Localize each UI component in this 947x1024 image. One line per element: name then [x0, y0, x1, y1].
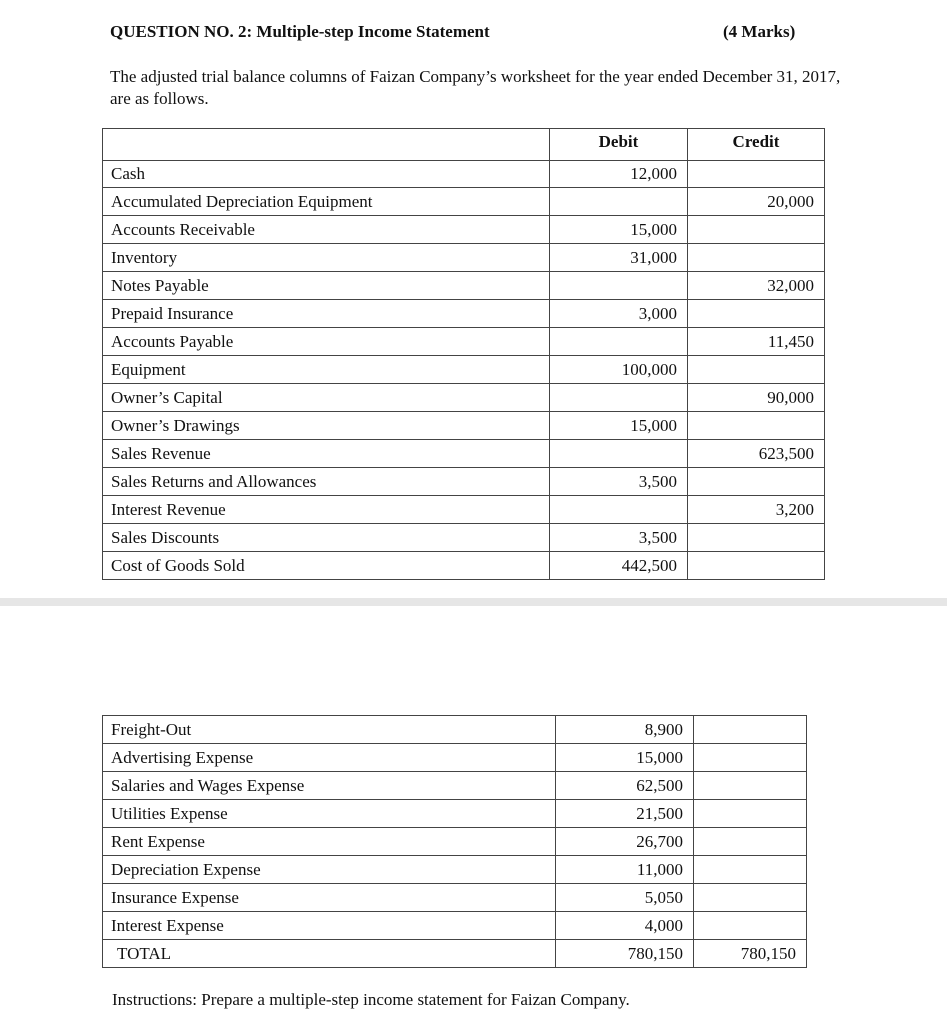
credit-amount-cell: 20,000 [688, 188, 825, 216]
credit-amount-cell: 90,000 [688, 384, 825, 412]
table-row [103, 161, 825, 188]
credit-header: Credit [688, 129, 825, 161]
debit-amount-cell [550, 328, 688, 356]
table-row [103, 188, 825, 216]
debit-amount-cell: 3,000 [550, 300, 688, 328]
debit-amount-cell [550, 384, 688, 412]
debit-amount-cell: 11,000 [556, 856, 694, 884]
credit-amount-cell [694, 716, 807, 744]
credit-amount-cell [688, 412, 825, 440]
debit-amount-cell: 442,500 [550, 552, 688, 580]
debit-amount-cell: 3,500 [550, 524, 688, 552]
credit-amount-cell [694, 828, 807, 856]
credit-amount-cell [688, 356, 825, 384]
table-row [103, 356, 825, 384]
credit-amount-cell: 11,450 [688, 328, 825, 356]
debit-amount-cell: 15,000 [550, 216, 688, 244]
table-row [103, 772, 807, 800]
credit-amount-cell [688, 244, 825, 272]
account-name-cell: Notes Payable [103, 272, 550, 300]
credit-amount-cell [688, 161, 825, 188]
debit-header: Debit [550, 129, 688, 161]
account-name-cell: Rent Expense [103, 828, 556, 856]
account-name-cell: Inventory [103, 244, 550, 272]
table-row [103, 496, 825, 524]
account-name-cell: Insurance Expense [103, 884, 556, 912]
account-name-cell: Salaries and Wages Expense [103, 772, 556, 800]
account-name-cell: Interest Revenue [103, 496, 550, 524]
table-row [103, 744, 807, 772]
table-row [103, 912, 807, 940]
table-row [103, 440, 825, 468]
credit-amount-cell [688, 216, 825, 244]
debit-amount-cell: 4,000 [556, 912, 694, 940]
credit-amount-cell [694, 744, 807, 772]
account-name-cell: Sales Discounts [103, 524, 550, 552]
debit-amount-cell: 62,500 [556, 772, 694, 800]
credit-amount-cell [688, 300, 825, 328]
table-row [103, 272, 825, 300]
account-name-cell: Accumulated Depreciation Equipment [103, 188, 550, 216]
debit-amount-cell [550, 440, 688, 468]
table-row [103, 552, 825, 580]
credit-amount-cell [688, 524, 825, 552]
debit-amount-cell: 26,700 [556, 828, 694, 856]
trial-balance-table-part-1 [102, 128, 825, 580]
table-row [103, 800, 807, 828]
table-row [103, 412, 825, 440]
account-name-cell: Depreciation Expense [103, 856, 556, 884]
account-name-cell: Interest Expense [103, 912, 556, 940]
credit-amount-cell: 32,000 [688, 272, 825, 300]
debit-amount-cell [550, 188, 688, 216]
question-marks: (4 Marks) [723, 22, 796, 41]
page-two [0, 606, 947, 1024]
question-title: QUESTION NO. 2: Multiple-step Income Statement [110, 22, 490, 41]
account-name-cell: Sales Revenue [103, 440, 550, 468]
debit-amount-cell: 100,000 [550, 356, 688, 384]
table-row [103, 300, 825, 328]
credit-amount-cell [694, 884, 807, 912]
account-name-cell: Utilities Expense [103, 800, 556, 828]
table-row [103, 384, 825, 412]
debit-amount-cell: 15,000 [556, 744, 694, 772]
debit-amount-cell [550, 272, 688, 300]
credit-amount-cell [688, 468, 825, 496]
credit-amount-cell: 623,500 [688, 440, 825, 468]
debit-amount-cell: 31,000 [550, 244, 688, 272]
debit-amount-cell: 3,500 [550, 468, 688, 496]
account-name-cell: Accounts Receivable [103, 216, 550, 244]
question-intro: The adjusted trial balance columns of Faizan Company’s worksheet for the year ended December 31, 2017, are as follows. [110, 67, 841, 108]
table-row [103, 716, 807, 744]
account-name-cell: Equipment [103, 356, 550, 384]
account-name-cell: Owner’s Capital [103, 384, 550, 412]
table-row [103, 328, 825, 356]
debit-amount-cell: 15,000 [550, 412, 688, 440]
account-name-cell: Sales Returns and Allowances [103, 468, 550, 496]
table-header-row [103, 129, 825, 161]
account-name-cell: Cash [103, 161, 550, 188]
credit-amount-cell [694, 856, 807, 884]
credit-amount-cell [688, 552, 825, 580]
debit-amount-cell: 5,050 [556, 884, 694, 912]
table-row [103, 244, 825, 272]
total-debit: 780,150 [556, 940, 694, 968]
credit-amount-cell [694, 912, 807, 940]
account-name-cell: Accounts Payable [103, 328, 550, 356]
debit-amount-cell: 21,500 [556, 800, 694, 828]
account-name-cell: Owner’s Drawings [103, 412, 550, 440]
credit-amount-cell: 3,200 [688, 496, 825, 524]
trial-balance-table-part-2 [102, 715, 807, 968]
debit-amount-cell [550, 496, 688, 524]
total-label: TOTAL [103, 940, 556, 968]
credit-amount-cell [694, 800, 807, 828]
debit-amount-cell: 8,900 [556, 716, 694, 744]
page-divider [0, 598, 947, 606]
account-name-cell: Advertising Expense [103, 744, 556, 772]
account-name-cell: Cost of Goods Sold [103, 552, 550, 580]
account-header-cell [103, 129, 550, 161]
table-row [103, 216, 825, 244]
table-row [103, 524, 825, 552]
credit-amount-cell [694, 772, 807, 800]
table-row [103, 828, 807, 856]
total-row [103, 940, 807, 968]
account-name-cell: Freight-Out [103, 716, 556, 744]
total-credit: 780,150 [694, 940, 807, 968]
table-row [103, 468, 825, 496]
instructions-text: Instructions: Prepare a multiple-step income statement for Faizan Company. [112, 990, 630, 1009]
table-row [103, 856, 807, 884]
table-row [103, 884, 807, 912]
account-name-cell: Prepaid Insurance [103, 300, 550, 328]
debit-amount-cell: 12,000 [550, 161, 688, 188]
